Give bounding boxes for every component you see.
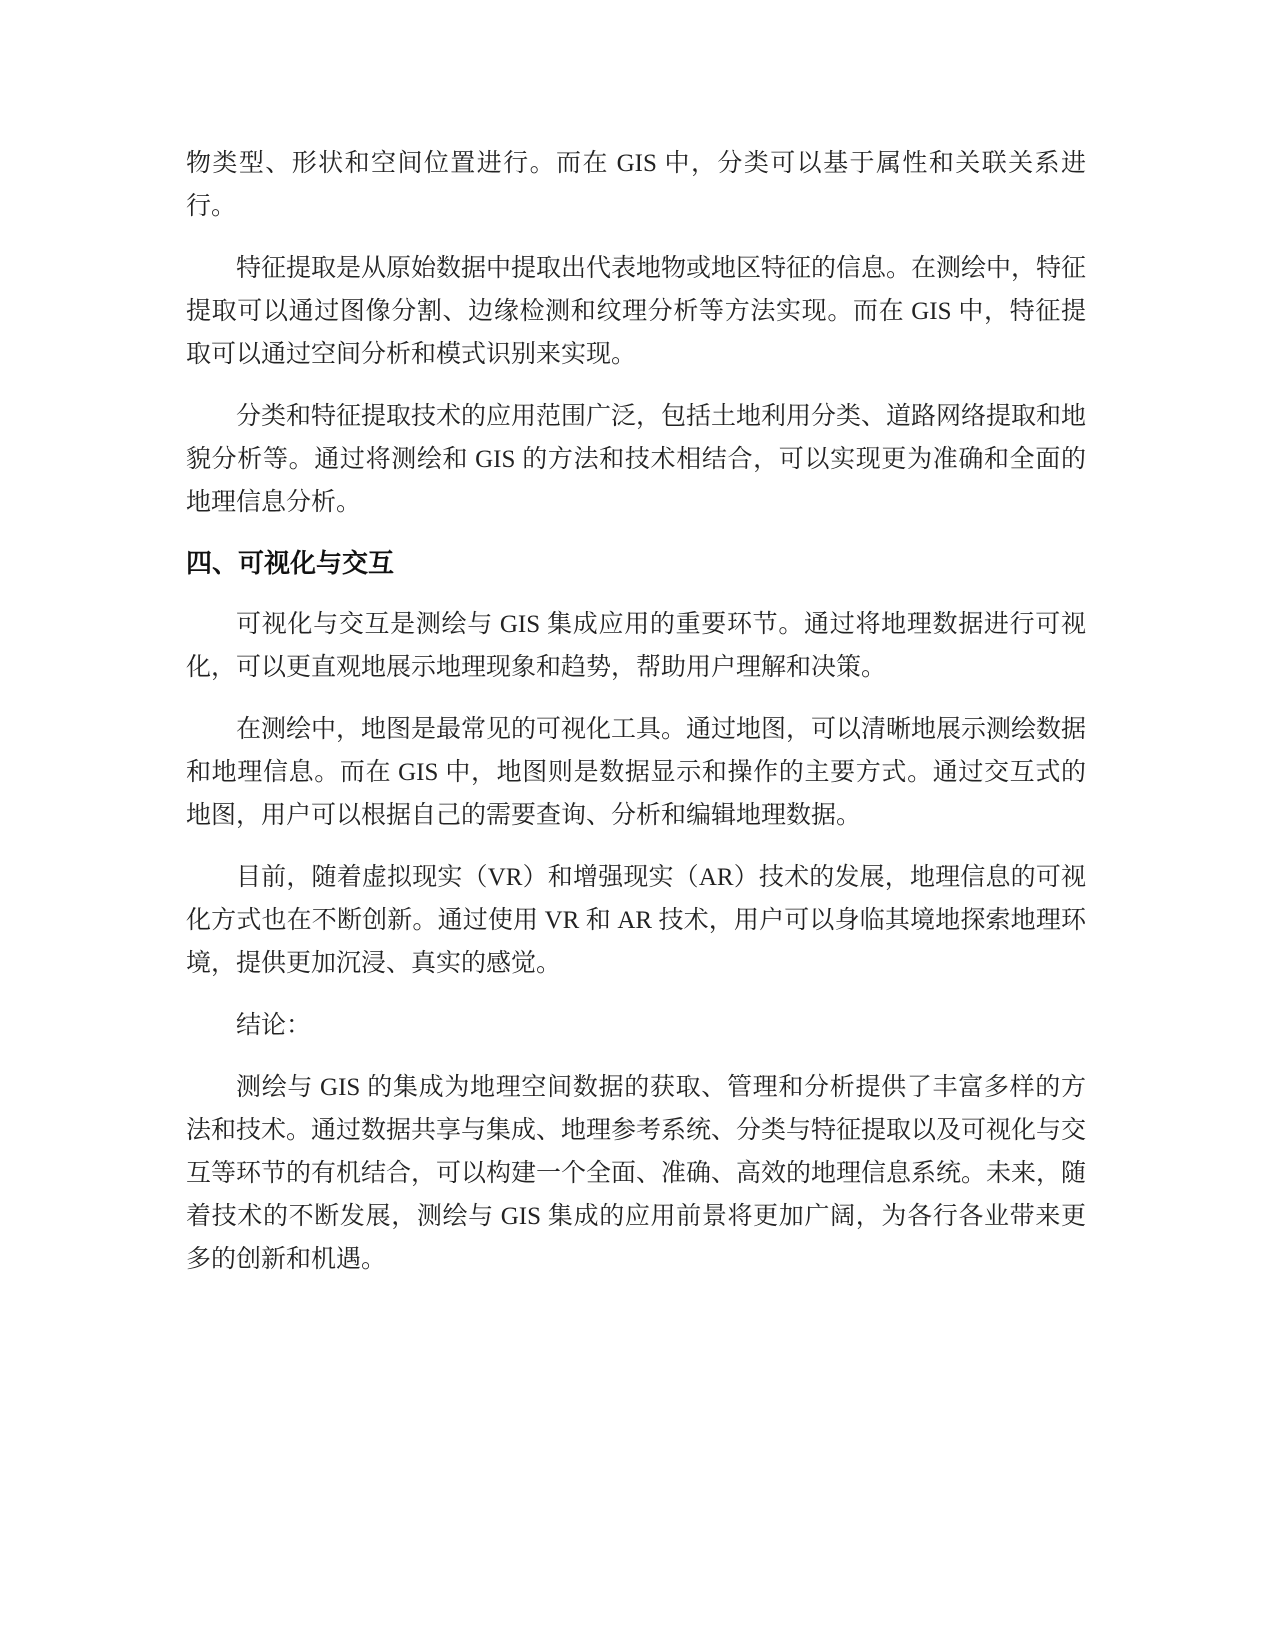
section-heading: 四、可视化与交互 [186, 548, 395, 578]
paragraph-feature-extraction: 特征提取是从原始数据中提取出代表地物或地区特征的信息。在测绘中，特征提取可以通过图像分割、边缘检测和纹理分析等方法实现。而在 GIS 中，特征提取可以通过空间分析和模式识别来实现。 [186, 255, 1087, 368]
paragraph-classification-continued: 物类型、形状和空间位置进行。而在 GIS 中，分类可以基于属性和关联关系进行。 [186, 150, 1086, 220]
paragraph-vr-ar: 目前，随着虚拟现实（VR）和增强现实（AR）技术的发展，地理信息的可视化方式也在不断创新。通过使用 VR 和 AR 技术，用户可以身临其境地探索地理环境，提供更加沉浸、真实的感觉。 [186, 864, 1086, 977]
paragraph-visualization-intro: 可视化与交互是测绘与 GIS 集成应用的重要环节。通过将地理数据进行可视化，可以更直观地展示地理现象和趋势，帮助用户理解和决策。 [186, 611, 1086, 681]
paragraph-classification-applications: 分类和特征提取技术的应用范围广泛，包括土地利用分类、道路网络提取和地貌分析等。通过将测绘和 GIS 的方法和技术相结合，可以实现更为准确和全面的地理信息分析。 [186, 403, 1087, 516]
document-body [186, 142, 1086, 1300]
paragraph-maps: 在测绘中，地图是最常见的可视化工具。通过地图，可以清晰地展示测绘数据和地理信息。而在 GIS 中，地图则是数据显示和操作的主要方式。通过交互式的地图，用户可以根据自己的需要查询、分析和编辑地理数据。 [186, 716, 1087, 829]
conclusion-label: 结论： [236, 1012, 312, 1039]
paragraph-conclusion: 测绘与 GIS 的集成为地理空间数据的获取、管理和分析提供了丰富多样的方法和技术。通过数据共享与集成、地理参考系统、分类与特征提取以及可视化与交互等环节的有机结合，可以构建一个全面、准确、高效的地理信息系统。未来，随着技术的不断发展，测绘与 GIS 集成的应用前景将更加广阔，为各行各业带来更多的创新和机遇。 [186, 1074, 1087, 1273]
